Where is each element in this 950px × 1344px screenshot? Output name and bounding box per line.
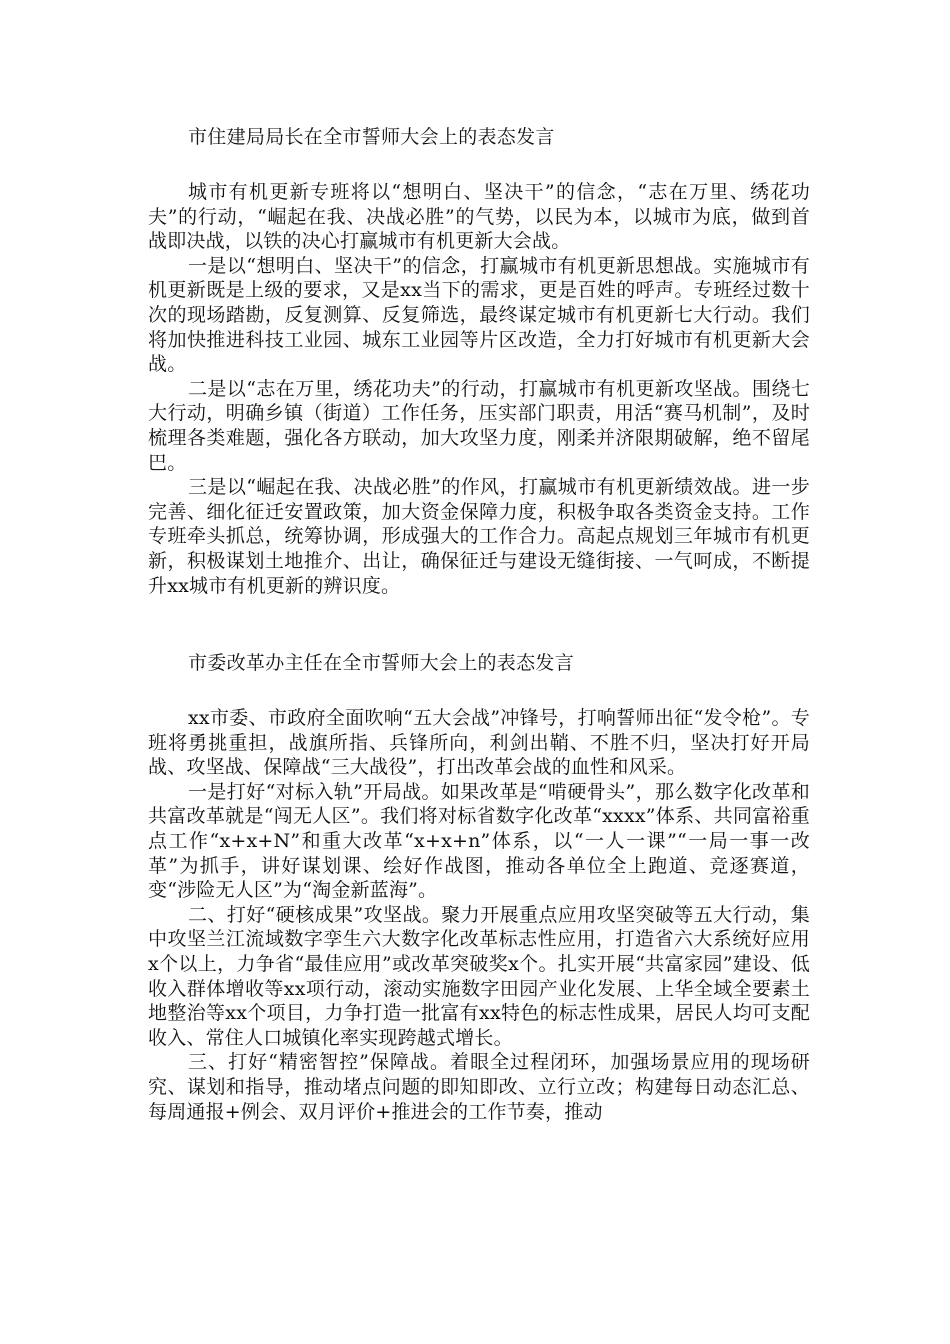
paragraph: 二是以“志在万里，绣花功夫”的行动，打赢城市有机更新攻坚战。围绕七大行动，明确乡镇（街道）工作任务，压实部门职责，用活“赛马机制”，及时梳理各类难题，强化各方联动，加大攻坚力度，刚柔并济限期破解，绝不留尾巴。 — [148, 377, 810, 474]
paragraph: xx市委、市政府全面吹响“五大会战”冲锋号，打响誓师出征“发令枪”。专班将勇挑重担，战旗所指、兵锋所向，利剑出鞘、不胜不归，坚决打好开局战、攻坚战、保障战“三大战役”，打出改革会战的血性和风采。 — [148, 707, 810, 779]
paragraph: 一是以“想明白、坚决干”的信念，打赢城市有机更新思想战。实施城市有机更新既是上级的要求，又是xx当下的需求，更是百姓的呼声。专班经过数十次的现场踏勘，反复测算、反复筛选，最终谋定城市有机更新七大行动。我们将加快推进科技工业园、城东工业园等片区改造，全力打好城市有机更新大会战。 — [148, 254, 810, 376]
paragraph: 二、打好“硬核成果”攻坚战。聚力开展重点应用攻坚突破等五大行动，集中攻坚兰江流域数字孪生六大数字化改革标志性应用，打造省六大系统好应用x个以上，力争省“最佳应用”或改革突破奖x个。扎实开展“共富家园”建设、低收入群体增收等xx项行动，滚动实施数字田园产业化发展、上华全域全要素土地整治等xx个项目，力争打造一批富有xx特色的标志性成果，居民人均可支配收入、常住人口城镇化率实现跨越式增长。 — [148, 903, 810, 1049]
speech-section-1 — [148, 120, 810, 598]
paragraph: 城市有机更新专班将以“想明白、坚决干”的信念，“志在万里、绣花功夫”的行动，“崛起在我、决战必胜”的气势，以民为本，以城市为底，做到首战即决战，以铁的决心打赢城市有机更新大会战。 — [148, 181, 810, 253]
speech-section-2 — [148, 646, 810, 1124]
paragraph: 三、打好“精密智控”保障战。着眼全过程闭环，加强场景应用的现场研究、谋划和指导，推动堵点问题的即知即改、立行立改；构建每日动态汇总、每周通报+例会、双月评价+推进会的工作节奏，推动 — [148, 1051, 810, 1123]
section-title: 市住建局局长在全市誓师大会上的表态发言 — [188, 126, 555, 148]
section-title: 市委改革办主任在全市誓师大会上的表态发言 — [188, 652, 575, 674]
paragraph: 一是打好“对标入轨”开局战。如果改革是“啃硬骨头”，那么数字化改革和共富改革就是“闯无人区”。我们将对标省数字化改革“xxxx”体系、共同富裕重点工作“x+x+N”和重大改革“x+x+n”体系，以“一人一课”“一局一事一改革”为抓手，讲好谋划课、绘好作战图，推动各单位全上跑道、竞逐赛道，变“涉险无人区”为“淘金新蓝海”。 — [148, 780, 810, 902]
paragraph: 三是以“崛起在我、决战必胜”的作风，打赢城市有机更新绩效战。进一步完善、细化征迁安置政策，加大资金保障力度，积极争取各类资金支持。工作专班牵头抓总，统筹协调，形成强大的工作合力。高起点规划三年城市有机更新，积极谋划土地推介、出让，确保征迁与建设无缝街接、一气呵成，不断提升xx城市有机更新的辨识度。 — [148, 476, 810, 597]
